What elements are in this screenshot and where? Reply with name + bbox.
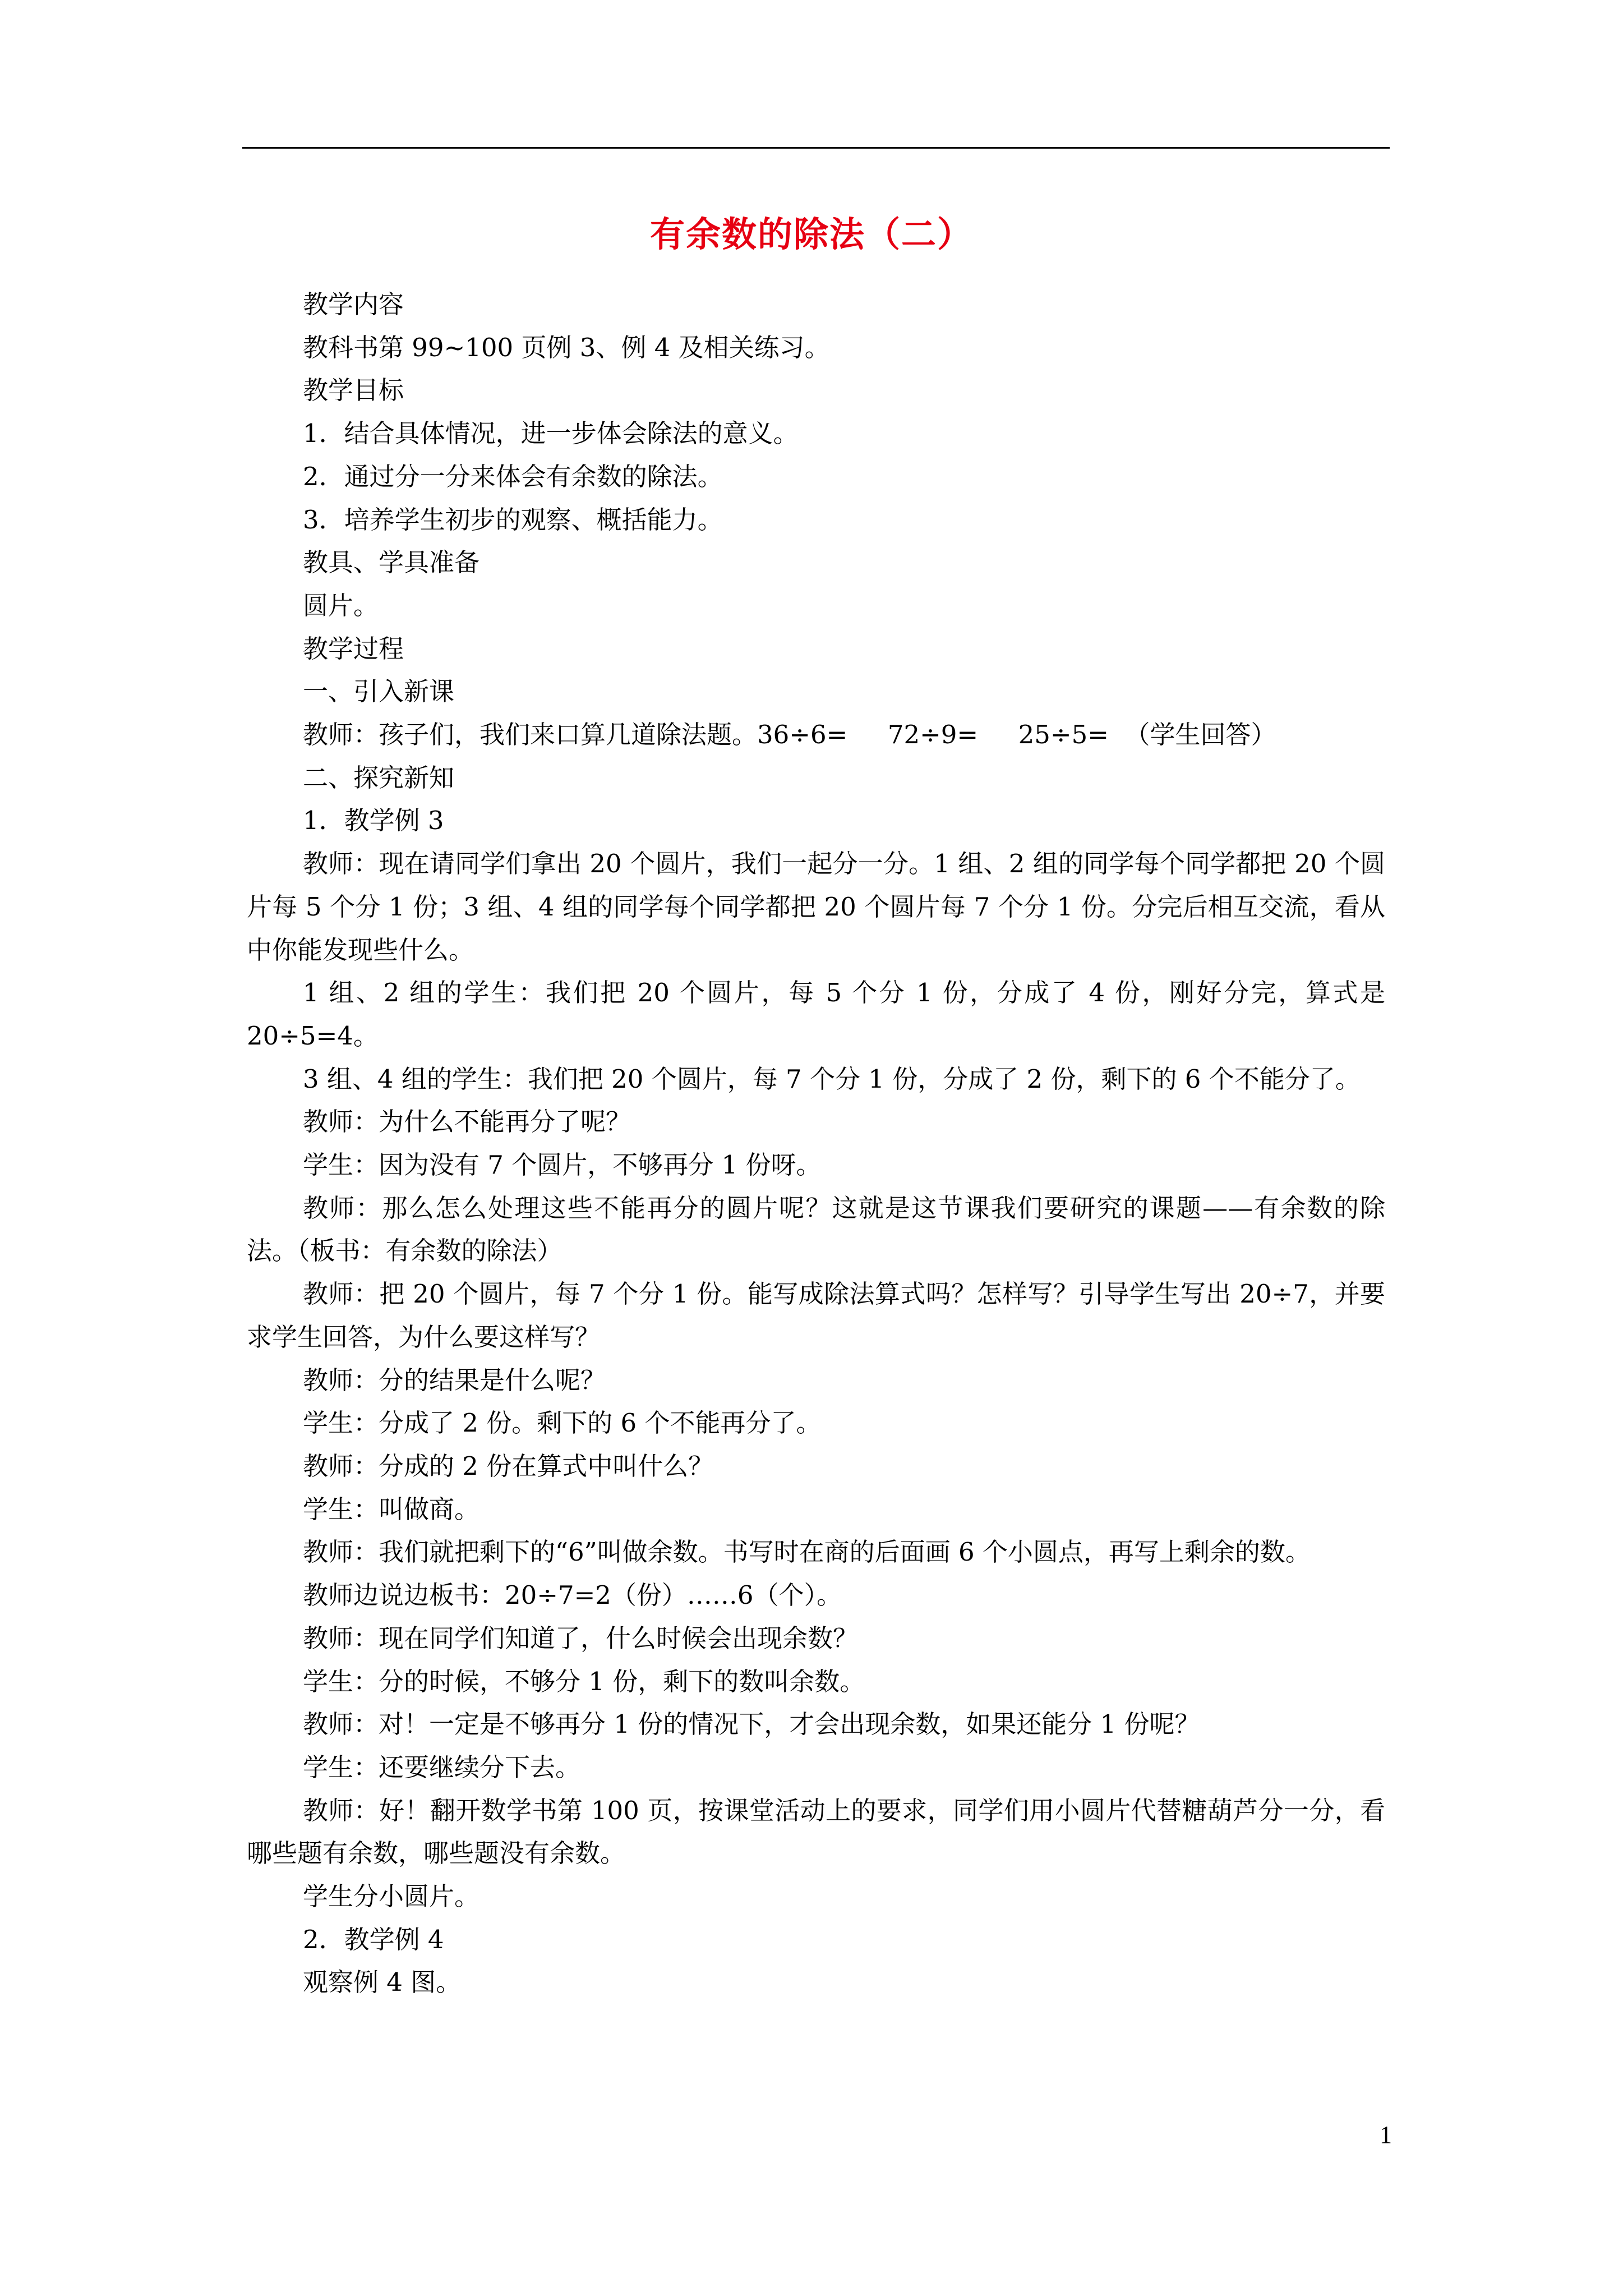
document-title: 有余数的除法（二）	[649, 214, 973, 255]
paragraph: 教学内容	[303, 289, 404, 319]
paragraph: 教师：我们就把剩下的“6”叫做余数。书写时在商的后面画 6 个小圆点，再写上剩余的数。	[303, 1537, 1311, 1567]
paragraph: 教师边说边板书：20÷7=2（份）……6（个）。	[303, 1580, 842, 1611]
paragraph: 教师：对！一定是不够再分 1 份的情况下，才会出现余数，如果还能分 1 份呢？	[303, 1709, 1200, 1740]
paragraph: 学生：因为没有 7 个圆片，不够再分 1 份呀。	[303, 1150, 822, 1180]
paragraph: 教师：那么怎么处理这些不能再分的圆片呢？这就是这节课我们要研究的课题——有余数的除法。（板书：有余数的除法）	[247, 1193, 1385, 1266]
paragraph: 一、引入新课	[303, 677, 455, 707]
paragraph: 学生：分成了 2 份。剩下的 6 个不能再分了。	[303, 1408, 822, 1438]
paragraph: 教师：把 20 个圆片，每 7 个分 1 份。能写成除法算式吗？怎样写？引导学生写出 20÷7，并要求学生回答，为什么要这样写？	[247, 1279, 1385, 1352]
paragraph: 1 组、2 组的学生：我们把 20 个圆片，每 5 个分 1 份，分成了 4 份，刚好分完，算式是 20÷5=4。	[247, 978, 1394, 1051]
paragraph: 学生：叫做商。	[303, 1494, 480, 1524]
paragraph: 学生：还要继续分下去。	[303, 1752, 581, 1782]
paragraph: 学生分小圆片。	[303, 1881, 480, 1912]
paragraph: 教师：为什么不能再分了呢？	[303, 1107, 631, 1137]
paragraph: 教师：现在同学们知道了，什么时候会出现余数？	[303, 1623, 859, 1653]
paragraph: 教师：孩子们，我们来口算几道除法题。36÷6= 72÷9= 25÷5= （学生回答）	[303, 720, 1276, 750]
paragraph: 2．教学例 4	[303, 1924, 444, 1954]
document-body	[247, 283, 1394, 2004]
paragraph: 3 组、4 组的学生：我们把 20 个圆片，每 7 个分 1 份，分成了 2 份，剩下的 6 个不能分了。	[303, 1064, 1361, 1094]
page-number: 1	[1380, 2121, 1392, 2148]
header-rule	[242, 147, 1390, 149]
paragraph: 1．教学例 3	[303, 806, 444, 836]
paragraph: 教师：分成的 2 份在算式中叫什么？	[303, 1451, 714, 1481]
paragraph: 观察例 4 图。	[303, 1967, 462, 1998]
paragraph: 二、探究新知	[303, 762, 455, 793]
paragraph: 圆片。	[303, 590, 379, 620]
paragraph: 教师：分的结果是什么呢？	[303, 1365, 606, 1395]
paragraph: 3．培养学生初步的观察、概括能力。	[303, 504, 723, 535]
paragraph: 教学目标	[303, 375, 404, 406]
paragraph: 1．结合具体情况，进一步体会除法的意义。	[303, 418, 799, 449]
paragraph: 学生：分的时候，不够分 1 份，剩下的数叫余数。	[303, 1666, 865, 1696]
paragraph: 教科书第 99~100 页例 3、例 4 及相关练习。	[303, 332, 830, 362]
paragraph: 教师：现在请同学们拿出 20 个圆片，我们一起分一分。1 组、2 组的同学每个同学都把 20 个圆片每 5 个分 1 份；3 组、4 组的同学每个同学都把 20 个圆片每 7 个分 1 份。分完后相互交流，看从中你能发现些什么。	[247, 849, 1385, 965]
paragraph: 教师：好！翻开数学书第 100 页，按课堂活动上的要求，同学们用小圆片代替糖葫芦分一分，看哪些题有余数，哪些题没有余数。	[247, 1795, 1385, 1869]
paragraph: 教具、学具准备	[303, 547, 480, 578]
paragraph: 教学过程	[303, 633, 404, 664]
paragraph: 2．通过分一分来体会有余数的除法。	[303, 461, 723, 491]
